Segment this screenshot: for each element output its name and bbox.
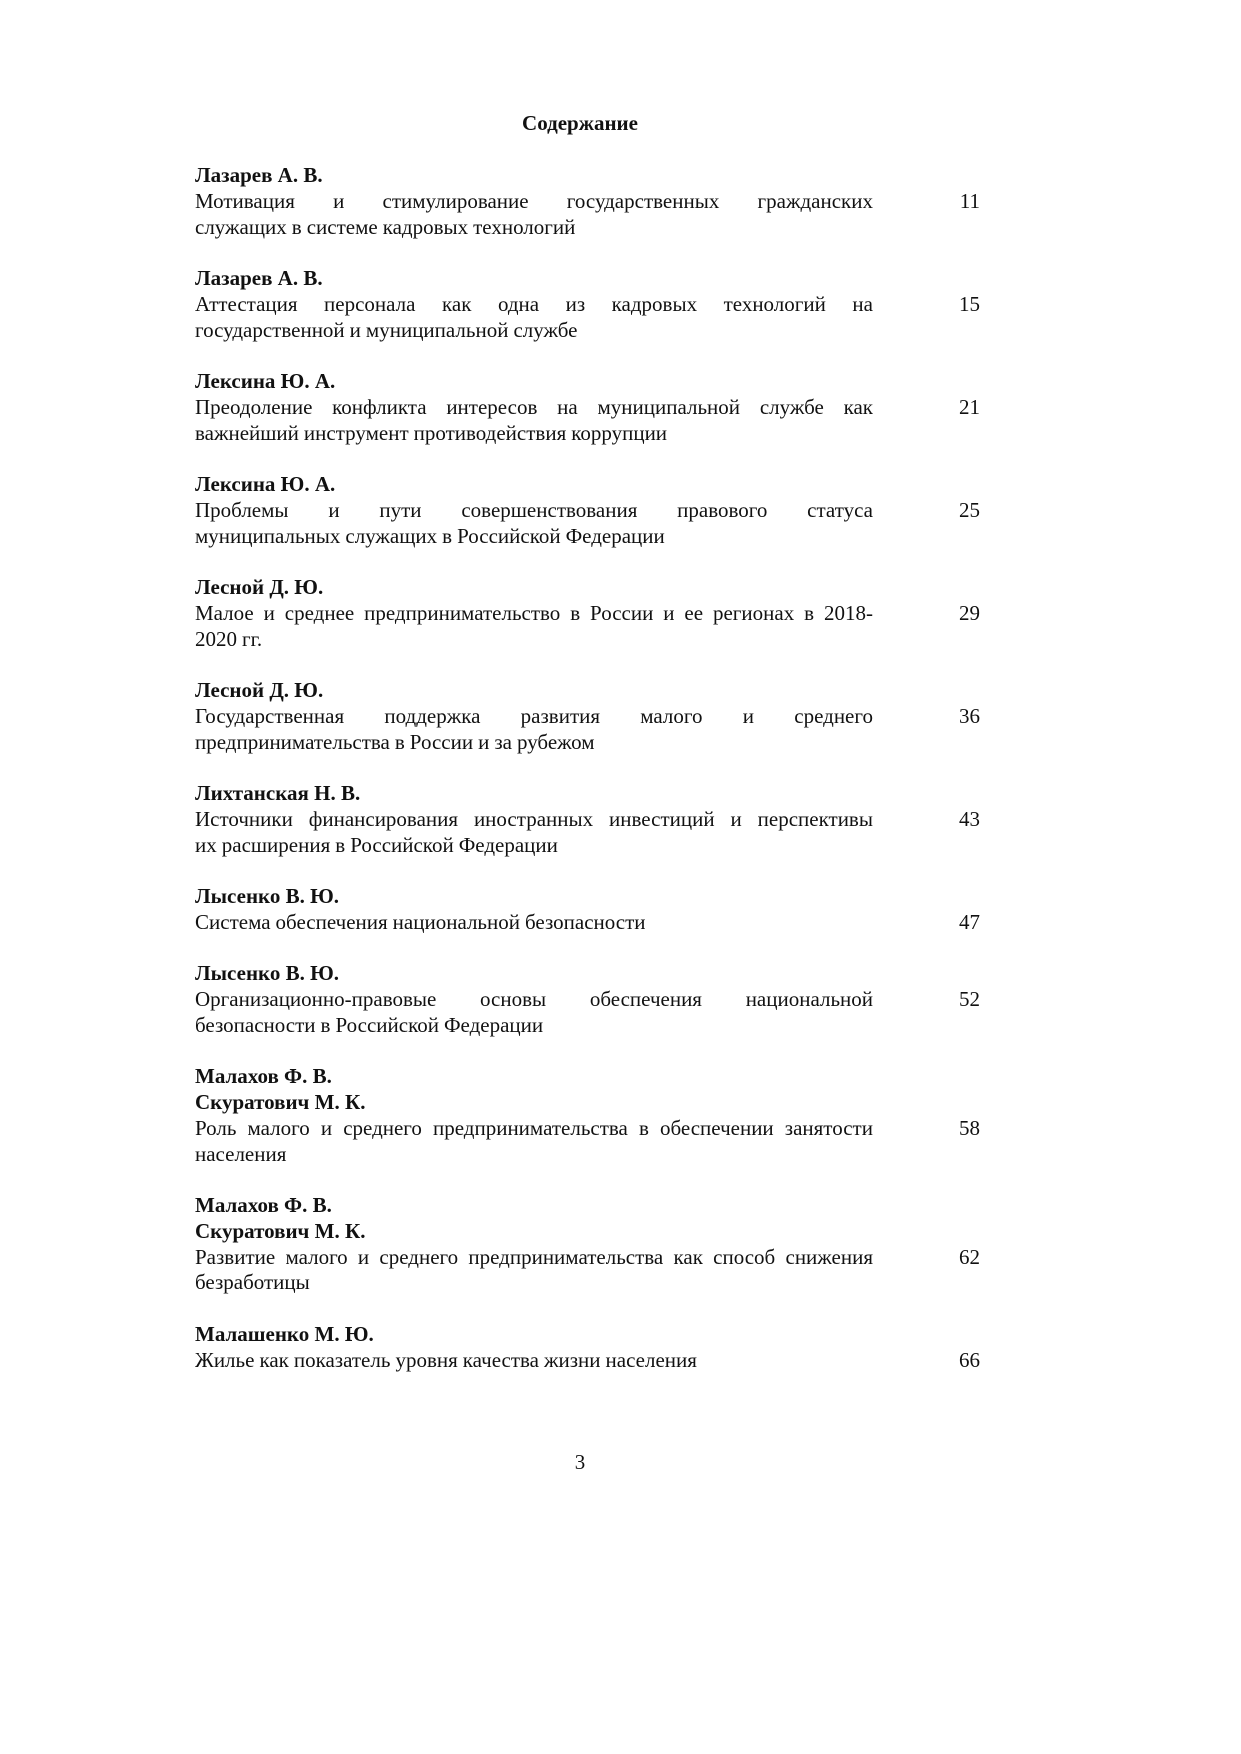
entry-title-row <box>195 601 980 653</box>
entry-title-row <box>195 292 980 344</box>
word: в <box>442 523 453 548</box>
entry-author: Малахов Ф. В. <box>195 1064 332 1089</box>
entry-title-line <box>195 601 873 627</box>
word: пути <box>379 497 422 522</box>
entry-page-number: 21 <box>959 394 980 419</box>
entry-title <box>195 987 873 1039</box>
page-number: 3 <box>574 1450 586 1474</box>
word: предпринимательство <box>364 600 561 625</box>
word: как <box>259 1347 289 1372</box>
entry-title-line <box>195 1348 873 1374</box>
toc-entry <box>195 472 980 549</box>
entry-author: Лесной Д. Ю. <box>195 678 324 702</box>
entry-title-line <box>195 910 873 936</box>
entry-title-line <box>195 1013 873 1039</box>
toc-entry <box>195 163 980 240</box>
entry-title-line <box>195 189 873 215</box>
word: в <box>394 729 405 754</box>
word: занятости <box>784 1115 873 1140</box>
entry-page-number: 36 <box>959 703 980 728</box>
word: правового <box>677 497 768 522</box>
word: в <box>291 214 302 239</box>
word: коррупции <box>571 420 668 445</box>
word: предпринимательства <box>468 1244 664 1269</box>
table-of-contents <box>195 163 980 1399</box>
entry-title-line <box>195 1245 873 1271</box>
word: поддержка <box>384 703 481 728</box>
entry-title-line <box>195 1142 873 1168</box>
word: Аттестация <box>195 291 298 316</box>
word: способ <box>713 1244 776 1269</box>
word: инвестиций <box>609 806 715 831</box>
word: и <box>333 188 345 213</box>
word: основы <box>480 987 547 1011</box>
entry-title <box>195 910 873 936</box>
word: служащих <box>345 523 438 548</box>
toc-entry <box>195 369 980 446</box>
entry-author: Лихтанская Н. В. <box>195 781 361 805</box>
entry-author: Скуратович М. К. <box>195 1090 366 1114</box>
word: на <box>557 394 578 419</box>
word: и <box>320 1115 333 1140</box>
word: населения <box>195 1141 287 1166</box>
word: Жилье <box>195 1347 255 1372</box>
word: государственной <box>195 317 345 342</box>
entry-author: Лексина Ю. А. <box>195 369 336 393</box>
word: технологий <box>723 291 826 316</box>
word: в <box>638 1115 649 1140</box>
entry-title <box>195 395 873 447</box>
word: Источники <box>195 806 293 831</box>
entry-title-line <box>195 498 873 524</box>
word: гражданских <box>757 188 873 213</box>
word: одна <box>497 291 540 316</box>
word: малого <box>285 1244 348 1269</box>
entry-title-row <box>195 704 980 756</box>
word: финансирования <box>308 806 459 831</box>
entry-title-line <box>195 215 873 241</box>
word: муниципальных <box>195 523 341 548</box>
word: важнейший <box>195 420 299 445</box>
word: на <box>852 291 873 316</box>
word: кадровых <box>382 214 469 239</box>
entry-author: Лесной Д. Ю. <box>195 575 324 599</box>
word: среднего <box>379 1244 459 1269</box>
word: Государственная <box>195 703 345 728</box>
word: России <box>409 729 474 754</box>
word: как <box>673 1244 703 1269</box>
entry-page-number: 66 <box>959 1347 980 1372</box>
toc-entry <box>195 266 980 343</box>
word: предпринимательства <box>433 1115 628 1140</box>
word: за <box>494 729 512 754</box>
word: Организационно-правовые <box>195 987 437 1011</box>
entry-title-line <box>195 1270 873 1296</box>
word: расширения <box>221 832 331 857</box>
entry-title-line <box>195 1116 873 1142</box>
word: малого <box>247 1115 310 1140</box>
word: жизни <box>544 1347 601 1372</box>
word: показатель <box>293 1347 391 1372</box>
word: среднее <box>284 600 355 625</box>
toc-entry <box>195 1064 980 1167</box>
entry-title-row <box>195 189 980 241</box>
entry-title-row <box>195 1348 980 1374</box>
word: перспективы <box>757 806 873 831</box>
word: кадровых <box>611 291 698 316</box>
word: Российской <box>335 1012 439 1037</box>
entry-page-number: 58 <box>959 1115 980 1140</box>
entry-title-line <box>195 395 873 421</box>
entry-title-line <box>195 318 873 344</box>
word: среднего <box>343 1115 422 1140</box>
entry-title-row <box>195 1116 980 1168</box>
word: России <box>590 600 654 625</box>
entry-title <box>195 189 873 241</box>
entry-author: Лысенко В. Ю. <box>195 884 340 908</box>
entry-title-line <box>195 292 873 318</box>
word: статуса <box>807 497 873 522</box>
word: и <box>663 600 675 625</box>
entry-title-row <box>195 987 980 1039</box>
word: развития <box>520 703 601 728</box>
entry-author: Лексина Ю. А. <box>195 472 336 496</box>
word: Федерации <box>458 832 558 857</box>
entry-title <box>195 704 873 756</box>
word: обеспечении <box>659 1115 774 1140</box>
entry-page-number: 25 <box>959 497 980 522</box>
word: снижения <box>785 1244 873 1269</box>
entry-title <box>195 1348 873 1374</box>
word: муниципальной <box>597 394 741 419</box>
entry-title-row <box>195 1245 980 1297</box>
word: 2020 <box>195 626 237 651</box>
word: малого <box>640 703 703 728</box>
toc-entry <box>195 1193 980 1296</box>
word: Российской <box>350 832 454 857</box>
word: безопасности <box>524 909 646 934</box>
entry-author: Лысенко В. Ю. <box>195 961 340 986</box>
entry-title-line <box>195 730 873 756</box>
word: национальной <box>745 987 873 1011</box>
entry-title-line <box>195 627 873 653</box>
word: населения <box>605 1347 697 1372</box>
word: Проблемы <box>195 497 289 522</box>
entry-page-number: 47 <box>959 909 980 934</box>
entry-title-row <box>195 498 980 550</box>
word: совершенствования <box>461 497 638 522</box>
word: как <box>843 394 873 419</box>
toc-entry <box>195 1322 980 1374</box>
toc-entry <box>195 884 980 936</box>
toc-entry <box>195 961 980 1038</box>
entry-title-line <box>195 524 873 550</box>
word: технологий <box>473 214 576 239</box>
entry-author: Скуратович М. К. <box>195 1218 366 1243</box>
entry-title <box>195 1116 873 1168</box>
entry-title-line <box>195 421 873 447</box>
word: Система <box>195 909 271 934</box>
word: и <box>478 729 490 754</box>
entry-page-number: 52 <box>959 987 980 1011</box>
word: Развитие <box>195 1244 276 1269</box>
word: службе <box>513 317 578 342</box>
word: качества <box>462 1347 539 1372</box>
word: Преодоление <box>195 394 313 419</box>
word: обеспечения <box>275 909 388 934</box>
word: безработицы <box>195 1270 310 1295</box>
entry-title-row <box>195 807 980 859</box>
entry-page-number: 62 <box>959 1244 980 1269</box>
word: их <box>195 832 217 857</box>
word: иностранных <box>473 806 594 831</box>
word: персонала <box>324 291 416 316</box>
entry-title-row <box>195 910 980 936</box>
entry-title-line <box>195 833 873 859</box>
word: 2018- <box>823 600 873 625</box>
toc-entry <box>195 575 980 652</box>
entry-title <box>195 292 873 344</box>
word: безопасности <box>195 1012 316 1037</box>
word: регионах <box>712 600 795 625</box>
entry-page-number: 43 <box>959 806 980 831</box>
word: конфликта <box>332 394 427 419</box>
entry-page-number: 29 <box>959 600 980 625</box>
word: инструмент <box>303 420 409 445</box>
word: и <box>357 1244 370 1269</box>
entry-title-line <box>195 807 873 833</box>
entry-title <box>195 1245 873 1297</box>
word: из <box>565 291 586 316</box>
word: Роль <box>195 1115 237 1140</box>
entry-author: Лазарев А. В. <box>195 266 323 290</box>
word: муниципальной <box>365 317 509 342</box>
word: ее <box>684 600 704 625</box>
entry-title <box>195 807 873 859</box>
word: Федерации <box>565 523 665 548</box>
word: в <box>320 1012 331 1037</box>
word: и <box>349 317 361 342</box>
toc-entry <box>195 678 980 755</box>
word: интересов <box>446 394 538 419</box>
word: в <box>570 600 581 625</box>
word: национальной <box>392 909 520 934</box>
word: службе <box>759 394 824 419</box>
word: служащих <box>195 214 287 239</box>
entry-page-number: 11 <box>959 188 980 213</box>
entry-title <box>195 498 873 550</box>
entry-author: Лазарев А. В. <box>195 163 323 187</box>
word: как <box>442 291 472 316</box>
entry-title-row <box>195 395 980 447</box>
word: уровня <box>395 1347 458 1372</box>
toc-entry <box>195 781 980 858</box>
word: Российской <box>457 523 561 548</box>
word: и <box>730 806 742 831</box>
entry-title <box>195 601 873 653</box>
page-title: Содержание <box>522 111 638 135</box>
entry-author: Малашенко М. Ю. <box>195 1321 374 1346</box>
word: рубежом <box>516 729 595 754</box>
word: Федерации <box>443 1012 544 1037</box>
word: в <box>804 600 815 625</box>
word: системе <box>306 214 378 239</box>
word: гг. <box>242 626 263 651</box>
word: государственных <box>566 188 720 213</box>
word: и <box>328 497 340 522</box>
word: противодействия <box>413 420 567 445</box>
word: Мотивация <box>195 188 295 213</box>
word: в <box>335 832 346 857</box>
entry-title-line <box>195 987 873 1013</box>
word: и <box>263 600 275 625</box>
word: стимулирование <box>382 188 529 213</box>
word: предпринимательства <box>195 729 390 754</box>
entry-page-number: 15 <box>959 291 980 316</box>
word: среднего <box>794 703 873 728</box>
word: обеспечения <box>589 987 702 1011</box>
entry-author: Малахов Ф. В. <box>195 1193 332 1217</box>
word: Малое <box>195 600 254 625</box>
entry-title-line <box>195 704 873 730</box>
word: и <box>742 703 755 728</box>
